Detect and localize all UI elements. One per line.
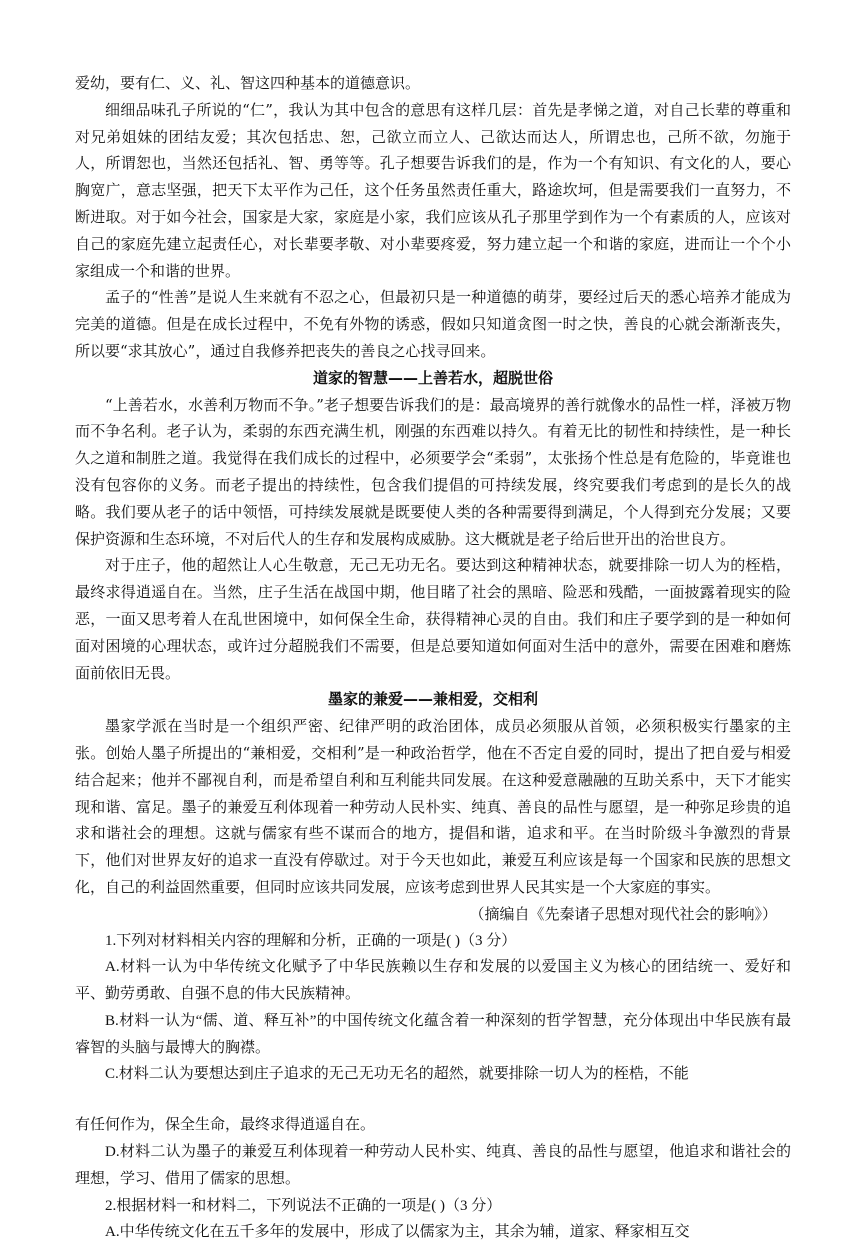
paragraph: 爱幼，要有仁、义、礼、智这四种基本的道德意识。: [75, 74, 421, 92]
paragraph: 细细品味孔子所说的“仁”，我认为其中包含的意思有这样几层：首先是孝悌之道，对自己长辈的尊重和对兄弟姐妹的团结友爱；其次包括忠、恕，己欲立而立人、己欲达而达人，所谓忠也，己所不欲，勿施于人，所谓恕也，当然还包括礼、智、勇等等。孔子想要告诉我们的是，作为一个有知识、有文化的人，要心胸宽广，意志坚强，把天下太平作为己任，这个任务虽然责任重大，路途坎坷，但是需要我们一直努力，不断进取。对于如今社会，国家是大家，家庭是小家，我们应该从孔子那里学到作为一个有素质的人，应该对自己的家庭先建立起责任心，对长辈要孝敬、对小辈要疼爱，努力建立起一个和谐的家庭，进而让一个个小家组成一个和谐的世界。: [75, 100, 791, 280]
question-2-option-a: A.中华传统文化在五千多年的发展中，形成了以儒家为主，其余为辅，道家、释家相互交: [105, 1224, 690, 1241]
question-1-option-b: B.材料一认为“儒、道、释互补”的中国传统文化蕴含着一种深刻的哲学智慧，充分体现出中华民族有最睿智的头脑与最博大的胸襟。: [75, 1012, 791, 1056]
question-2-stem: 2.根据材料一和材料二，下列说法不正确的一项是( )（3 分）: [105, 1197, 502, 1214]
section-heading-mohist: 墨家的兼爱——兼相爱，交相利: [327, 690, 538, 709]
paragraph: 孟子的“性善”是说人生来就有不忍之心，但最初只是一种道德的萌芽，要经过后天的悉心培养才能成为完美的道德。但是在成长过程中，不免有外物的诱惑，假如只知道贪图一时之快，善良的心就会渐渐丧失，所以要“求其放心”，通过自我修养把丧失的善良之心找寻回来。: [75, 288, 791, 360]
question-1-option-d: D.材料二认为墨子的兼爱互利体现着一种劳动人民朴实、纯真、善良的品性与愿望，他追求和谐社会的理想，学习、借用了儒家的思想。: [75, 1144, 791, 1187]
spacer: [75, 1088, 791, 1112]
paragraph: “上善若水，水善利万物而不争。”老子想要告诉我们的是：最高境界的善行就像水的品性一样，泽被万物而不争名利。老子认为，柔弱的东西充满生机，刚强的东西难以持久。有着无比的韧性和持续性，是一种长久之道和制胜之道。我觉得在我们成长的过程中，必须要学会“柔弱”，太张扬个性总是有危险的，毕竟谁也没有包容你的义务。而老子提出的持续性，包含我们提倡的可持续发展，终究要我们考虑到的是长久的战略。我们要从老子的话中领悟，可持续发展就是既要使人类的各种需要得到满足，个人得到充分发展；又要保护资源和生态环境，不对后代人的生存和发展构成威胁。这大概就是老子给后世开出的治世良方。: [75, 395, 791, 548]
question-1-option-c: C.材料二认为要想达到庄子追求的无己无功无名的超然，就要排除一切人为的桎梏，不能: [105, 1066, 689, 1083]
question-1-option-c-continued: 有任何作为，保全生命，最终求得逍遥自在。: [75, 1117, 376, 1134]
question-1-stem: 1.下列对材料相关内容的理解和分析，正确的一项是( )（3 分）: [105, 932, 517, 949]
paragraph: 墨家学派在当时是一个组织严密、纪律严明的政治团体，成员必须服从首领，必须积极实行墨家的主张。创始人墨子所提出的“兼相爱，交相利”是一种政治哲学，他在不否定自爱的同时，提出了把自爱与相爱结合起来；他并不鄙视自利，而是希望自利和互利能共同发展。在这种爱意融融的互助关系中，天下才能实现和谐、富足。墨子的兼爱互利体现着一种劳动人民朴实、纯真、善良的品性与愿望，是一种弥足珍贵的追求和谐社会的理想。这就与儒家有些不谋而合的地方，提倡和谐，追求和平。在当时阶级斗争激烈的背景下，他们对世界友好的追求一直没有停歇过。对于今天也如此，兼爱互利应该是每一个国家和民族的思想文化，自己的利益固然重要，但同时应该共同发展，应该考虑到世界人民其实是一个大家庭的事实。: [75, 717, 791, 896]
question-1-option-a: A.材料一认为中华传统文化赋予了中华民族赖以生存和发展的以爱国主义为核心的团结统一、爱好和平、勤劳勇敢、自强不息的伟大民族精神。: [75, 959, 791, 1003]
section-heading-daoist: 道家的智慧——上善若水，超脱世俗: [312, 368, 553, 387]
document-page: [75, 70, 791, 1246]
source-citation: （摘编自《先秦诸子思想对现代社会的影响》）: [469, 904, 777, 923]
paragraph: 对于庄子，他的超然让人心生敬意，无己无功无名。要达到这种精神状态，就要排除一切人为的桎梏，最终求得逍遥自在。当然，庄子生活在战国中期，他目睹了社会的黑暗、险恶和残酷，一面披露着现实的险恶，一面又思考着人在乱世困境中，如何保全生命，获得精神心灵的自由。我们和庄子要学到的是一种如何面对困境的心理状态，或许过分超脱我们不需要，但是总要知道如何面对生活中的意外，需要在困难和磨炼面前依旧无畏。: [75, 556, 791, 682]
